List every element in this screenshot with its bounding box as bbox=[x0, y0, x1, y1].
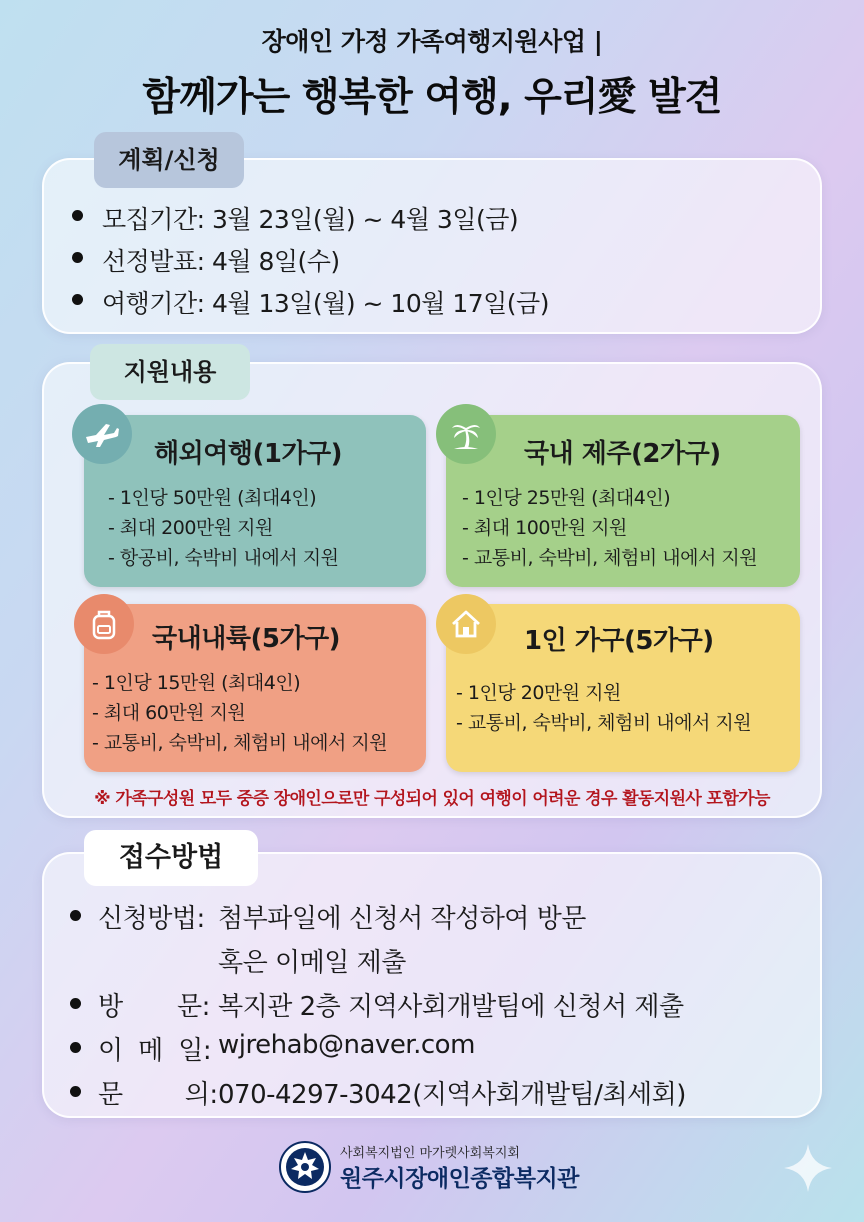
palm-tree-icon bbox=[436, 404, 496, 464]
bullet-icon bbox=[70, 910, 81, 921]
card-line: - 1인당 20만원 지원 bbox=[456, 682, 621, 704]
bullet-icon bbox=[70, 998, 81, 1009]
card-line: - 교통비, 숙박비, 체험비 내에서 지원 bbox=[456, 712, 752, 734]
plan-item: 모집기간: 3월 23일(월) ~ 4월 3일(금) bbox=[72, 200, 792, 242]
card-title: 국내 제주(2가구) bbox=[524, 439, 721, 469]
card-line: - 1인당 25만원 (최대4인) bbox=[462, 487, 671, 509]
org-subtitle: 사회복지법인 마가렛사회복지회 bbox=[340, 1146, 520, 1161]
apply-item: 이 메 일: wjrehab@naver.com bbox=[66, 1030, 806, 1074]
card-jeju bbox=[446, 415, 800, 587]
card-single-household bbox=[446, 604, 800, 772]
airplane-icon bbox=[72, 404, 132, 464]
apply-item: 문 의: 070-4297-3042(지역사회개발팀/최세회) bbox=[66, 1074, 806, 1118]
org-logo-icon bbox=[278, 1140, 332, 1194]
card-line: - 교통비, 숙박비, 체험비 내에서 지원 bbox=[92, 732, 388, 754]
apply-list bbox=[66, 898, 806, 1118]
card-inland bbox=[84, 604, 426, 772]
card-overseas bbox=[84, 415, 426, 587]
apply-tag: 접수방법 bbox=[84, 830, 258, 886]
card-title: 해외여행(1가구) bbox=[154, 439, 343, 469]
support-tag: 지원내용 bbox=[90, 344, 250, 400]
bullet-icon bbox=[72, 294, 83, 305]
email-link[interactable]: wjrehab@naver.com bbox=[218, 1030, 475, 1060]
org-name: 원주시장애인종합복지관 bbox=[340, 1166, 579, 1192]
bullet-icon bbox=[70, 1086, 81, 1097]
page-title: 함께가는 행복한 여행, 우리愛 발견 bbox=[142, 75, 722, 120]
card-line: - 최대 60만원 지원 bbox=[92, 702, 246, 724]
bullet-icon bbox=[72, 252, 83, 263]
apply-item: 혹은 이메일 제출 bbox=[218, 948, 406, 978]
apply-item: 신청방법: 첨부파일에 신청서 작성하여 방문 bbox=[66, 898, 806, 942]
card-line: - 항공비, 숙박비 내에서 지원 bbox=[108, 547, 339, 569]
card-line: - 1인당 50만원 (최대4인) bbox=[108, 487, 317, 509]
support-note: ※ 가족구성원 모두 중증 장애인으로만 구성되어 있어 여행이 어려운 경우 활동지원사 포함가능 bbox=[94, 789, 770, 809]
plan-item: 선정발표: 4월 8일(수) bbox=[72, 242, 792, 284]
sparkle-icon bbox=[780, 1140, 836, 1196]
backpack-icon bbox=[74, 594, 134, 654]
plan-tag: 계획/신청 bbox=[94, 132, 244, 188]
card-line: - 교통비, 숙박비, 체험비 내에서 지원 bbox=[462, 547, 758, 569]
house-icon bbox=[436, 594, 496, 654]
header-subtitle: 장애인 가정 가족여행지원사업 | bbox=[261, 27, 603, 56]
card-title: 국내내륙(5가구) bbox=[152, 624, 341, 654]
bullet-icon bbox=[70, 1042, 81, 1053]
card-line: - 최대 100만원 지원 bbox=[462, 517, 627, 539]
card-line: - 최대 200만원 지원 bbox=[108, 517, 273, 539]
card-title: 1인 가구(5가구) bbox=[524, 626, 714, 656]
plan-item: 여행기간: 4월 13일(월) ~ 10월 17일(금) bbox=[72, 284, 792, 326]
bullet-icon bbox=[72, 210, 83, 221]
apply-item: 방 문: 복지관 2층 지역사회개발팀에 신청서 제출 bbox=[66, 986, 806, 1030]
plan-list bbox=[72, 200, 792, 326]
card-line: - 1인당 15만원 (최대4인) bbox=[92, 672, 301, 694]
